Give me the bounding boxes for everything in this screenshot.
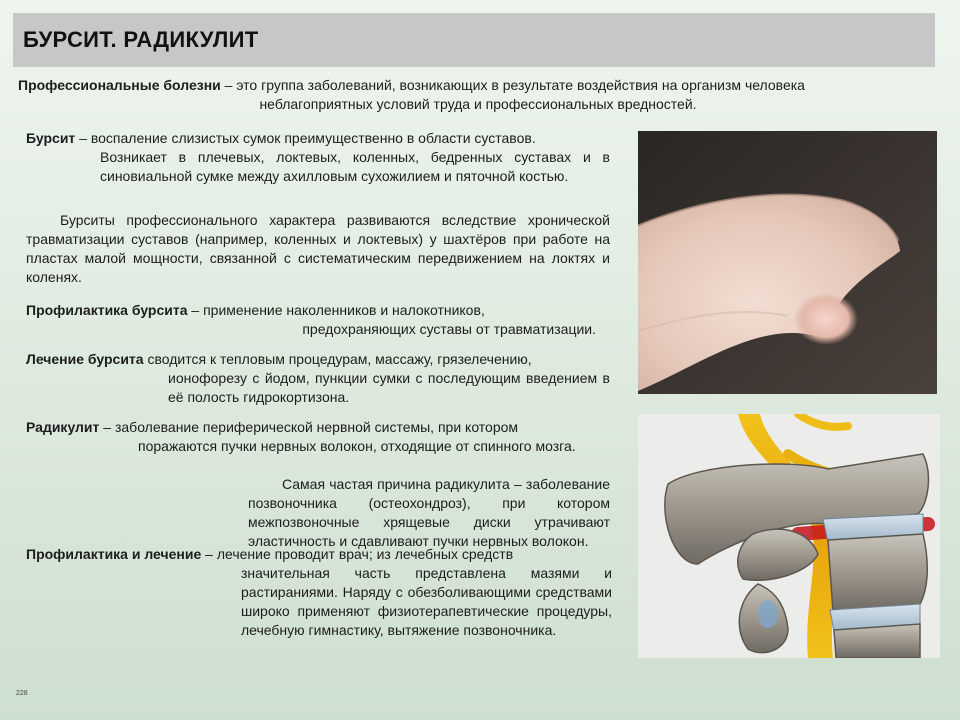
radikulit-definition (26, 418, 610, 456)
radikulit-prevention-term: Профилактика и лечение (26, 546, 202, 562)
bursit-line-1: – воспаление слизистых сумок преимущественно в области суставов. (75, 130, 536, 146)
radikulit-term: Радикулит (26, 419, 100, 435)
bursit-occupational-paragraph: Бурситы профессионального характера развиваются вследствие хронической травматизации суставов (например, коленных и локтевых) у шахтёров при работе на пластах малой мощности, связанной с систематическим передвижением на локтях и коленях. (26, 212, 610, 285)
bursit-continuation: Возникает в плечевых, локтевых, коленных, бедренных суставах и в синовиальной сумке между ахилловым сухожилием и пяточной костью. (100, 149, 610, 184)
bursit-treatment-continuation: ионофорезу с йодом, пункции сумки с последующим введением в её полость гидрокортизона. (168, 370, 610, 405)
bursit-term: Бурсит (26, 130, 76, 146)
radikulit-cause-paragraph: Самая частая причина радикулита – заболевание позвоночника (остеохондроз), при котором межпозвоночные хрящевые диски утрачивают эластичность и сдавливают пучки нервных волокон. (248, 476, 610, 549)
bursit-treatment (26, 350, 610, 407)
radikulit-continuation: поражаются пучки нервных волокон, отходящие от спинного мозга. (138, 438, 576, 454)
spine-nerve-illustration (638, 414, 940, 658)
page-number: 228 (16, 690, 28, 697)
radikulit-line-1: – заболевание периферической нервной системы, при котором (99, 419, 519, 435)
intro-text-1: – это группа заболеваний, возникающих в результате воздействия на организм человека (220, 77, 805, 93)
intro-term: Профессиональные болезни (18, 77, 221, 93)
slide-title: БУРСИТ. РАДИКУЛИТ (23, 27, 259, 52)
radikulit-prevention-line-1: – лечение проводит врач; из лечебных средств (201, 546, 514, 562)
bursit-treatment-term: Лечение бурсита (26, 351, 144, 367)
intro-text-2: неблагоприятных условий труда и профессиональных вредностей. (259, 96, 697, 112)
bursit-prevention-term: Профилактика бурсита (26, 302, 188, 318)
intro-paragraph (18, 76, 938, 114)
radikulit-prevention-continuation: значительная часть представлена мазями и растираниями. Наряду с обезболивающими средствами широко применяют физиотерапевтические процедуры, лечебную гимнастику, вытяжение позвоночника. (241, 565, 612, 638)
bursitis-elbow-photo (638, 131, 937, 394)
radikulit-prevention-treatment (26, 545, 612, 640)
bursit-prevention-line-1: – применение наколенников и налокотников, (187, 302, 485, 318)
bursit-treatment-line-1: сводится к тепловым процедурам, массажу, грязелечению, (143, 351, 532, 367)
bursit-definition (26, 129, 610, 186)
bursit-prevention-continuation: предохраняющих суставы от травматизации. (302, 321, 596, 337)
bursit-prevention (26, 301, 610, 339)
title-bar (13, 13, 935, 67)
